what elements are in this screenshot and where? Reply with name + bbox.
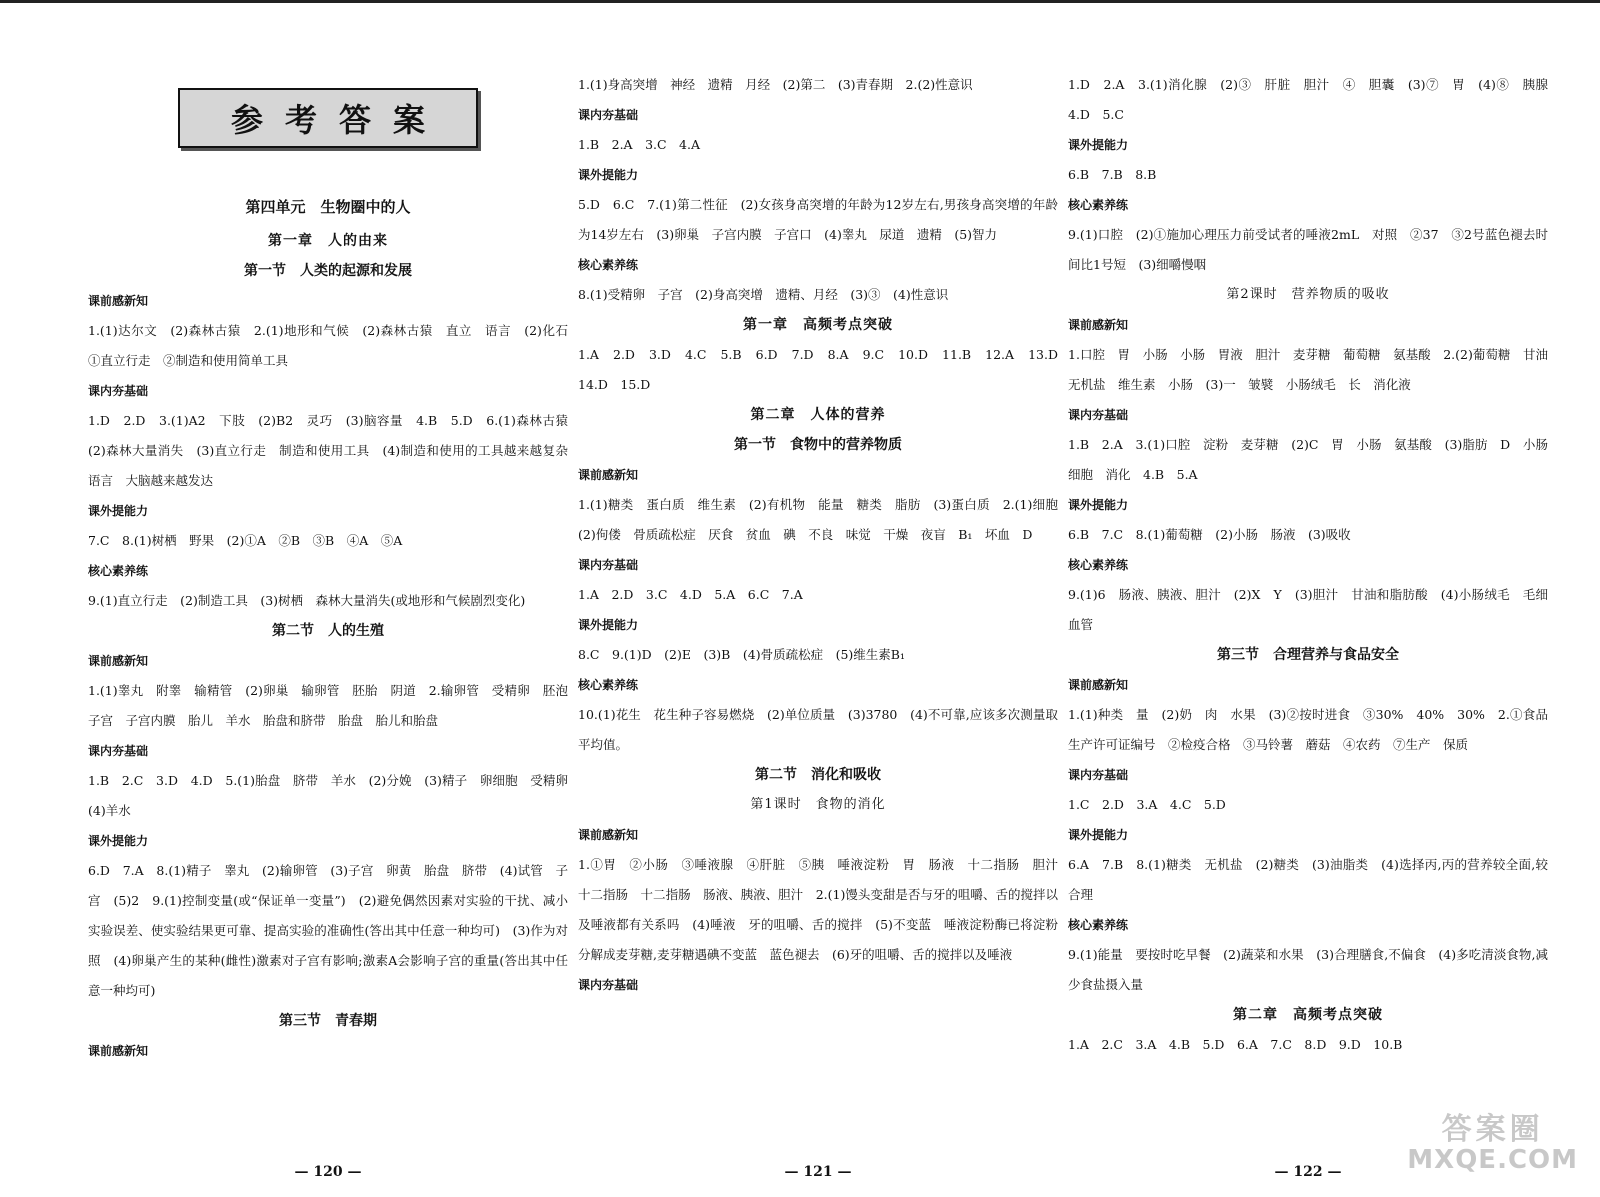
- watermark-url: MXQE.COM: [1407, 1145, 1578, 1175]
- category-label: 课内夯基础: [1068, 408, 1129, 422]
- page-number: — 120 —: [294, 1164, 362, 1180]
- answer-paragraph: 1.A 2.D 3.D 4.C 5.B 6.D 7.D 8.A 9.C 10.D 11.B 12.A 13.D 14.D 15.D: [578, 347, 1071, 392]
- category-label: 课内夯基础: [578, 108, 639, 122]
- category-label: 课外提能力: [578, 618, 639, 632]
- chapter-heading: 第一章 高频考点突破: [743, 317, 893, 333]
- answer-content: [88, 226, 581, 1066]
- chapter-heading: 第二章 高频考点突破: [1233, 1007, 1383, 1023]
- answer-paragraph: 1.①胃 ②小肠 ③唾液腺 ④肝脏 ⑤胰 唾液淀粉 胃 肠液 十二指肠 胆汁 十二指肠 十二指肠 肠液、胰液、胆汁 2.(1)馒头变甜是否与牙的咀嚼、舌的搅拌以及唾液都有关系吗 (4)唾液 牙的咀嚼、舌的搅拌 (5)不变蓝 唾液淀粉酶已将淀粉分解成麦芽糖,麦芽糖遇碘不变蓝 蓝色褪去 (6)牙的咀嚼、舌的搅拌以及唾液: [578, 857, 1071, 962]
- page-121: [578, 70, 1071, 1180]
- category-label: 课内夯基础: [88, 744, 149, 758]
- section-heading: 第一节 人类的起源和发展: [244, 263, 412, 279]
- category-label: 核心素养练: [578, 678, 639, 692]
- watermark-logo-text: 答案圈: [1441, 1112, 1544, 1147]
- answer-paragraph: 9.(1)能量 要按时吃早餐 (2)蔬菜和水果 (3)合理膳食,不偏食 (4)多吃清淡食物,减少食盐摄入量: [1068, 947, 1548, 992]
- top-border: [0, 0, 1600, 3]
- answer-paragraph: 6.B 7.C 8.(1)葡萄糖 (2)小肠 肠液 (3)吸收: [1068, 527, 1351, 542]
- page-number: — 121 —: [784, 1164, 852, 1180]
- page-number: — 122 —: [1274, 1164, 1342, 1180]
- answer-paragraph: 9.(1)直立行走 (2)制造工具 (3)树栖 森林大量消失(或地形和气候剧烈变化): [88, 593, 526, 608]
- answer-paragraph: 1.B 2.A 3.(1)口腔 淀粉 麦芽糖 (2)C 胃 小肠 氨基酸 (3)脂肪 D 小肠 细胞 消化 4.B 5.A: [1068, 437, 1561, 482]
- answer-paragraph: 6.A 7.B 8.(1)糖类 无机盐 (2)糖类 (3)油脂类 (4)选择丙,丙的营养较全面,较合理: [1068, 857, 1548, 902]
- category-label: 课前感新知: [88, 1044, 149, 1058]
- category-label: 课前感新知: [1068, 678, 1129, 692]
- page-122: [1068, 70, 1561, 1180]
- category-label: 课外提能力: [1068, 498, 1129, 512]
- lesson-heading: 第1课时 食物的消化: [750, 797, 886, 812]
- answer-paragraph: 6.D 7.A 8.(1)精子 睾丸 (2)输卵管 (3)子宫 卵黄 胎盘 脐带 (4)试管 子宫 (5)2 9.(1)控制变量(或“保证单一变量”) (2)避免偶然因素对实验的干扰、减小实验误差、使实验结果更可靠、提高实验的准确性(答出其中任意一种均可) (3)作为对照 (4)卵巢产生的某种(雌性)激素对子宫有影响;激素A会影响子宫的重量(答出其中任意一种均可): [88, 863, 568, 998]
- section-heading: 第三节 青春期: [279, 1013, 377, 1029]
- category-label: 核心素养练: [1068, 198, 1129, 212]
- answer-title-banner: [178, 88, 478, 148]
- category-label: 课前感新知: [1068, 318, 1129, 332]
- category-label: 课前感新知: [88, 294, 149, 308]
- chapter-heading: 第一章 人的由来: [268, 233, 388, 249]
- answer-paragraph: 1.(1)糖类 蛋白质 维生素 (2)有机物 能量 糖类 脂肪 (3)蛋白质 2.(1)细胞 (2)佝偻 骨质疏松症 厌食 贫血 碘 不良 味觉 干燥 夜盲 B₁ 坏血 D: [578, 497, 1071, 542]
- page-120: [88, 70, 581, 1180]
- answer-paragraph: 1.B 2.C 3.D 4.D 5.(1)胎盘 脐带 羊水 (2)分娩 (3)精子 卵细胞 受精卵 (4)羊水: [88, 773, 581, 818]
- answer-paragraph: 9.(1)6 肠液、胰液、胆汁 (2)X Y (3)胆汁 甘油和脂肪酸 (4)小肠绒毛 毛细血管: [1068, 587, 1548, 632]
- section-heading: 第二节 消化和吸收: [755, 767, 881, 783]
- answer-paragraph: 7.C 8.(1)树栖 野果 (2)①A ②B ③B ④A ⑤A: [88, 533, 403, 548]
- answer-paragraph: 6.B 7.B 8.B: [1068, 167, 1157, 182]
- category-label: 课外提能力: [1068, 828, 1129, 842]
- category-label: 核心素养练: [1068, 918, 1129, 932]
- answer-paragraph: 1.A 2.C 3.A 4.B 5.D 6.A 7.C 8.D 9.D 10.B: [1068, 1037, 1403, 1052]
- answer-paragraph: 5.D 6.C 7.(1)第二性征 (2)女孩身高突增的年龄为12岁左右,男孩身高突增的年龄为14岁左右 (3)卵巢 子宫内膜 子宫口 (4)睾丸 尿道 遗精 (5)智力: [578, 197, 1058, 242]
- category-label: 课前感新知: [578, 828, 639, 842]
- section-heading: 第一节 食物中的营养物质: [734, 437, 902, 453]
- answer-paragraph: 9.(1)口腔 (2)①施加心理压力前受试者的唾液2mL 对照 ②37 ③2号蓝色褪去时间比1号短 (3)细嚼慢咽: [1068, 227, 1548, 272]
- unit-title: 第四单元 生物圈中的人: [245, 198, 411, 216]
- category-label: 核心素养练: [578, 258, 639, 272]
- category-label: 课前感新知: [578, 468, 639, 482]
- page-title: 参考答案: [230, 101, 447, 139]
- answer-paragraph: 1.B 2.A 3.C 4.A: [578, 137, 701, 152]
- category-label: 课内夯基础: [578, 978, 639, 992]
- answer-paragraph: 8.C 9.(1)D (2)E (3)B (4)骨质疏松症 (5)维生素B₁: [578, 647, 905, 662]
- answer-paragraph: 1.C 2.D 3.A 4.C 5.D: [1068, 797, 1226, 812]
- answer-paragraph: 1.D 2.A 3.(1)消化腺 (2)③ 肝脏 胆汁 ④ 胆囊 (3)⑦ 胃 (4)⑧ 胰腺 4.D 5.C: [1068, 77, 1561, 122]
- answer-paragraph: 8.(1)受精卵 子宫 (2)身高突增 遗精、月经 (3)③ (4)性意识: [578, 287, 949, 302]
- chapter-heading: 第二章 人体的营养: [750, 407, 886, 423]
- answer-paragraph: 10.(1)花生 花生种子容易燃烧 (2)单位质量 (3)3780 (4)不可靠,应该多次测量取平均值。: [578, 707, 1058, 752]
- category-label: 课前感新知: [88, 654, 149, 668]
- section-heading: 第三节 合理营养与食品安全: [1217, 647, 1399, 663]
- answer-content: [1068, 70, 1561, 1060]
- answer-paragraph: 1.口腔 胃 小肠 小肠 胃液 胆汁 麦芽糖 葡萄糖 氨基酸 2.(2)葡萄糖 甘油 无机盐 维生素 小肠 (3)一 皱襞 小肠绒毛 长 消化液: [1068, 347, 1561, 392]
- category-label: 课内夯基础: [1068, 768, 1129, 782]
- category-label: 核心素养练: [1068, 558, 1129, 572]
- section-heading: 第二节 人的生殖: [272, 623, 384, 639]
- category-label: 课内夯基础: [578, 558, 639, 572]
- category-label: 课外提能力: [88, 834, 149, 848]
- category-label: 课外提能力: [88, 504, 149, 518]
- category-label: 核心素养练: [88, 564, 149, 578]
- answer-paragraph: 1.(1)种类 量 (2)奶 肉 水果 (3)②按时进食 ③30% 40% 30% 2.①食品生产许可证编号 ②检疫合格 ③马铃薯 蘑菇 ④农药 ⑦生产 保质: [1068, 707, 1548, 752]
- answer-paragraph: 1.(1)达尔文 (2)森林古猿 2.(1)地形和气候 (2)森林古猿 直立 语言 (2)化石 ①直立行走 ②制造和使用简单工具: [88, 323, 581, 368]
- category-label: 课内夯基础: [88, 384, 149, 398]
- answer-paragraph: 1.A 2.D 3.C 4.D 5.A 6.C 7.A: [578, 587, 803, 602]
- category-label: 课外提能力: [578, 168, 639, 182]
- answer-paragraph: 1.D 2.D 3.(1)A2 下肢 (2)B2 灵巧 (3)脑容量 4.B 5.D 6.(1)森林古猿 (2)森林大量消失 (3)直立行走 制造和使用工具 (4)制造和使用的工具越来越复杂 语言 大脑越来越发达: [88, 413, 581, 488]
- answer-paragraph: 1.(1)睾丸 附睾 输精管 (2)卵巢 输卵管 胚胎 阴道 2.输卵管 受精卵 胚泡 子宫 子宫内膜 胎儿 羊水 胎盘和脐带 胎盘 胎儿和胎盘: [88, 683, 581, 728]
- site-watermark: [1407, 1112, 1578, 1175]
- answer-content: [578, 70, 1071, 1000]
- answer-paragraph: 1.(1)身高突增 神经 遗精 月经 (2)第二 (3)青春期 2.(2)性意识: [578, 77, 973, 92]
- category-label: 课外提能力: [1068, 138, 1129, 152]
- lesson-heading: 第2课时 营养物质的吸收: [1226, 287, 1390, 302]
